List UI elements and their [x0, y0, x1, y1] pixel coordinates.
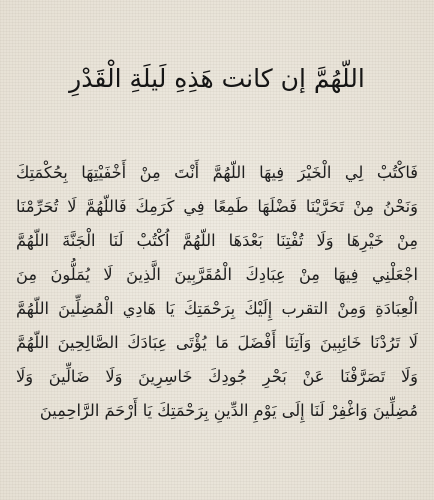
dua-line: الْعِبَادَةِ وَمِنْ التقرب إِلَيْكَ بِرَحْمَتِكَ يَا هَادِي الْمُضِلِّينَ اللّهُمَّ — [16, 299, 418, 318]
dua-line: لَا تَرُدْنَا خَائِبِينَ وَآتِنَا أَفْضَلَ مَا يُؤْتَى عِبَادَكَ الصَّالِحِينَ اللّهُمَّ — [16, 333, 418, 352]
dua-line: وَلَا تَصَرَّفْنَا عَنْ بَحْرِ جُودِكَ خَاسِرِينَ وَلَا ضَالِّينَ وَلَا — [16, 367, 418, 386]
dua-title: اللّهُمَّ إن كانت هَذِهِ لَيلَةِ الْقَدْرِ — [69, 64, 365, 93]
dua-line: اجْعَلْنِي فِيهَا مِنْ عِبَادِكَ الْمُقَرَّبِينَ الَّذِينَ لَا يُمَلُّونَ مِنَ — [16, 265, 418, 284]
dua-line: مُضِلِّينَ وَاغْفِرْ لَنَا إِلَى يَوْمِ الدِّينِ بِرَحْمَتِكَ يَا أَرْحَمَ الرَّاحِمِينَ — [39, 401, 418, 420]
dua-line: وَنَحْنُ مِنْ تَحَرَّيْنَا فَضْلَهَا طَمِعًا فِي كَرَمِكَ فَاللّهُمَّ لَا تُحَرِّمْنَا — [16, 197, 418, 216]
dua-line: مِنْ خَيْرِهَا وَلَا تُفْتِنَا بَعْدَهَا اللّهُمَّ اُكْتُبْ لَنَا الْجَنَّةَ اللّهُمَّ — [16, 231, 418, 250]
dua-body — [16, 156, 418, 428]
dua-line: فَاكْتُبْ لِي الْخَيْرَ فِيهَا اللّهُمَّ أَنْتَ مِنْ أَخْفَيْتِهَا بِحُكْمَتِكَ — [16, 163, 418, 182]
